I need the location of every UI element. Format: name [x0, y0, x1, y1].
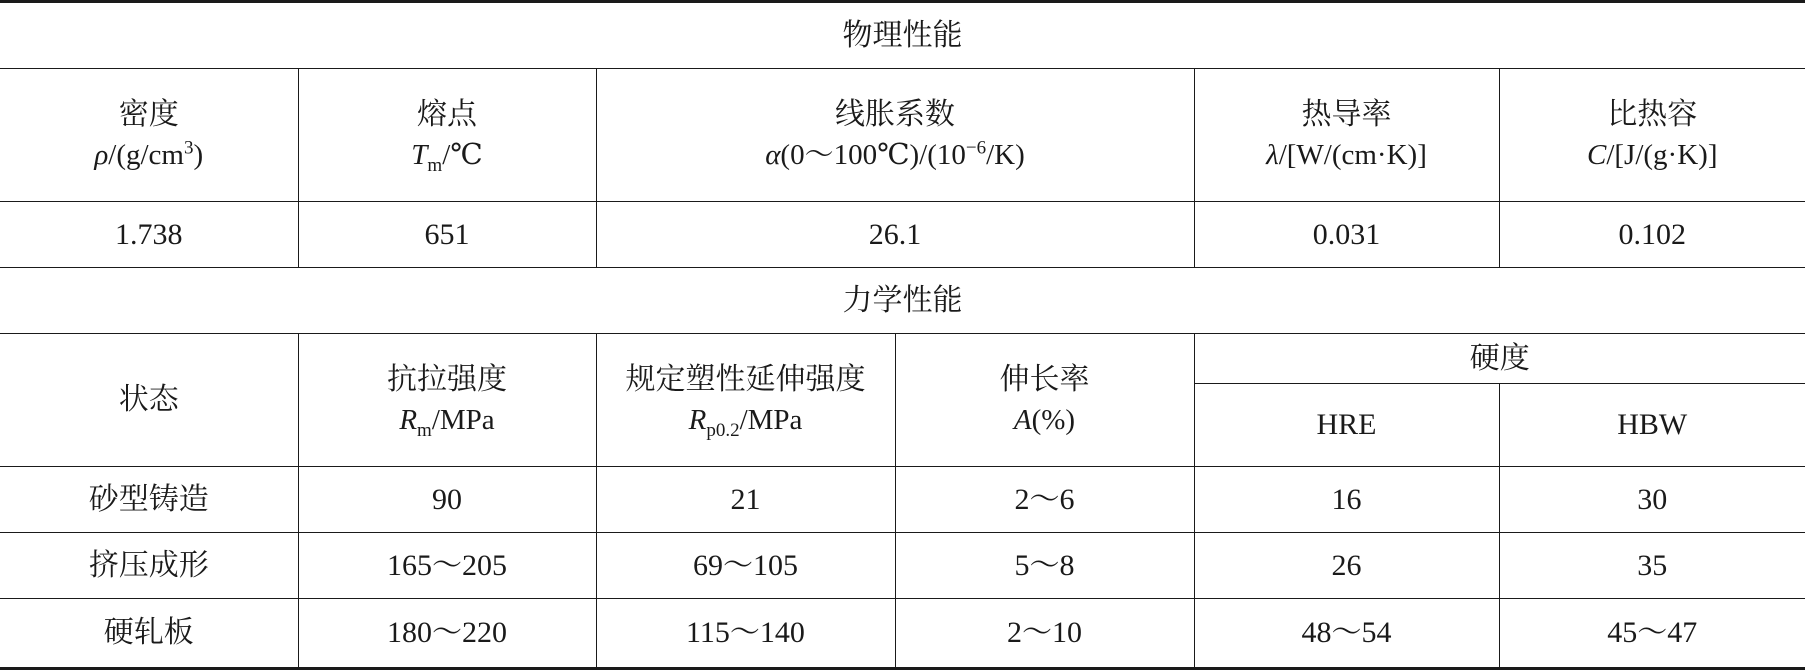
- hre-cell: 26: [1194, 533, 1499, 599]
- elongation-cell: 2～10: [895, 599, 1194, 669]
- tensile-cell: 180～220: [298, 599, 596, 669]
- header-yield-strength: [596, 334, 895, 467]
- table-row: [0, 467, 1805, 533]
- header-state: 状态: [0, 334, 298, 467]
- density-unit: $\rho/(g/cm^3)$: [0, 135, 298, 175]
- thermal-conductivity-label: 热导率: [1195, 95, 1499, 135]
- thermal-conductivity-unit: λ/[W/(cm·K)]: [1195, 135, 1499, 175]
- melting-point-value: 651: [298, 202, 596, 268]
- hre-cell: 16: [1194, 467, 1499, 533]
- physical-values-row: [0, 202, 1805, 268]
- melting-point-unit: $T_m/℃$: [299, 135, 596, 175]
- hre-cell: 48～54: [1194, 599, 1499, 669]
- header-density: [0, 69, 298, 202]
- tensile-cell: 165～205: [298, 533, 596, 599]
- hbw-cell: 45～47: [1499, 599, 1805, 669]
- melting-point-label: 熔点: [299, 95, 596, 135]
- thermal-conductivity-value: 0.031: [1194, 202, 1499, 268]
- specific-heat-value: 0.102: [1499, 202, 1805, 268]
- elongation-cell: 2～6: [895, 467, 1194, 533]
- tensile-strength-unit: $R_m$/MPa: [299, 400, 596, 440]
- thermal-expansion-unit: $\alpha(0\sim 100℃)/(10^{-6}/K)$: [597, 135, 1194, 175]
- state-cell: 挤压成形: [0, 533, 298, 599]
- table-row: [0, 599, 1805, 669]
- elongation-cell: 5～8: [895, 533, 1194, 599]
- specific-heat-unit: C/[J/(g·K)]: [1500, 135, 1805, 175]
- yield-strength-unit: $R_{p0.2}$/MPa: [597, 400, 895, 440]
- header-hre: HRE: [1194, 384, 1499, 467]
- elongation-unit: A(%): [896, 400, 1194, 440]
- specific-heat-label: 比热容: [1500, 95, 1805, 135]
- tensile-strength-label: 抗拉强度: [299, 360, 596, 400]
- header-hbw: HBW: [1499, 384, 1805, 467]
- mechanical-section-title: 力学性能: [0, 268, 1805, 334]
- header-tensile-strength: [298, 334, 596, 467]
- header-specific-heat: [1499, 69, 1805, 202]
- mechanical-title-row: [0, 268, 1805, 334]
- state-cell: 硬轧板: [0, 599, 298, 669]
- density-value: 1.738: [0, 202, 298, 268]
- header-thermal-conductivity: [1194, 69, 1499, 202]
- yield-cell: 21: [596, 467, 895, 533]
- hbw-cell: 35: [1499, 533, 1805, 599]
- physical-title-row: [0, 2, 1805, 69]
- mechanical-header-row: [0, 334, 1805, 384]
- physical-header-row: [0, 69, 1805, 202]
- physical-section-title: 物理性能: [0, 2, 1805, 69]
- header-thermal-expansion: [596, 69, 1194, 202]
- header-hardness: 硬度: [1194, 334, 1805, 384]
- density-label: 密度: [0, 95, 298, 135]
- header-elongation: [895, 334, 1194, 467]
- thermal-expansion-value: 26.1: [596, 202, 1194, 268]
- elongation-label: 伸长率: [896, 360, 1194, 400]
- yield-cell: 69～105: [596, 533, 895, 599]
- header-melting-point: [298, 69, 596, 202]
- tensile-cell: 90: [298, 467, 596, 533]
- yield-cell: 115～140: [596, 599, 895, 669]
- table-row: [0, 533, 1805, 599]
- state-cell: 砂型铸造: [0, 467, 298, 533]
- yield-strength-label: 规定塑性延伸强度: [597, 360, 895, 400]
- thermal-expansion-label: 线胀系数: [597, 95, 1194, 135]
- hbw-cell: 30: [1499, 467, 1805, 533]
